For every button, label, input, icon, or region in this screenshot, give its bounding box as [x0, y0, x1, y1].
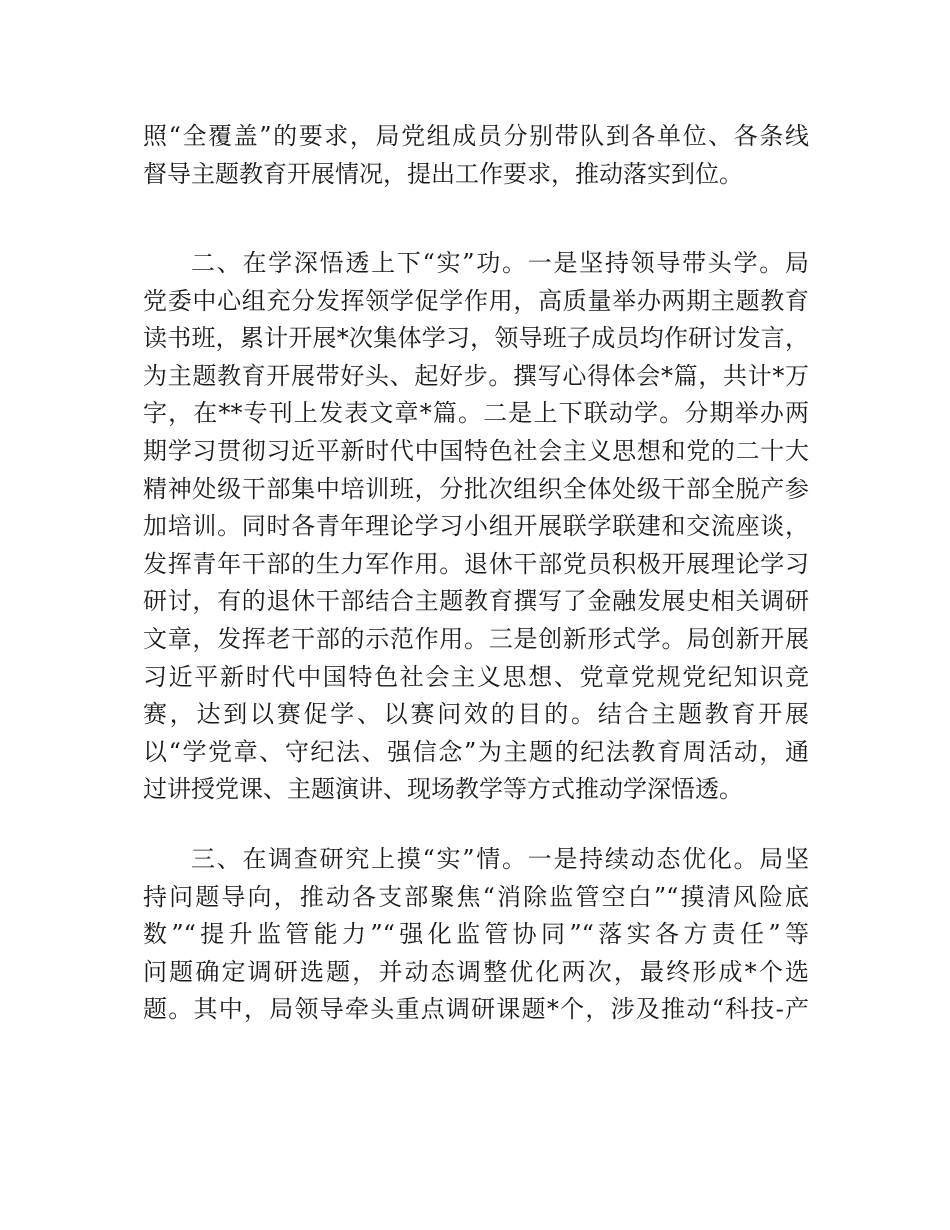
paragraph-2 [143, 245, 809, 809]
text-line: 赛，达到以赛促学、以赛问效的目的。结合主题教育开展 [143, 700, 809, 729]
text-line: 持问题导向，推动各支部聚焦“消除监管空白”“摸清风险底 [143, 882, 809, 911]
text-line: 精神处级干部集中培训班，分批次组织全体处级干部全脱产参 [143, 474, 809, 503]
text-line: 党委中心组充分发挥领学促学作用，高质量举办两期主题教育 [143, 286, 809, 315]
text-line: 期学习贯彻习近平新时代中国特色社会主义思想和党的二十大 [143, 436, 809, 465]
text-line: 字，在**专刊上发表文章*篇。二是上下联动学。分期举办两 [143, 399, 809, 428]
paragraph-1 [143, 118, 809, 193]
text-line: 督导主题教育开展情况，提出工作要求，推动落实到位。 [143, 159, 743, 188]
text-line: 数”“提升监管能力”“强化监管协同”“落实各方责任”等 [143, 920, 809, 949]
text-line: 过讲授党课、主题演讲、现场教学等方式推动学深悟透。 [143, 775, 743, 804]
text-line: 二、在学深悟透上下“实”功。一是坚持领导带头学。局 [191, 249, 809, 277]
text-line: 问题确定调研选题，并动态调整优化两次，最终形成*个选 [143, 957, 809, 986]
text-line: 文章，发挥老干部的示范作用。三是创新形式学。局创新开展 [143, 624, 809, 653]
text-line: 加培训。同时各青年理论学习小组开展联学联建和交流座谈， [143, 512, 809, 541]
text-line: 三、在调查研究上摸“实”情。一是持续动态优化。局坚 [191, 845, 809, 873]
text-line: 照“全覆盖”的要求，局党组成员分别带队到各单位、各条线 [143, 122, 809, 150]
text-line: 读书班，累计开展*次集体学习，领导班子成员均作研讨发言， [143, 324, 809, 353]
text-line: 研讨，有的退休干部结合主题教育撰写了金融发展史相关调研 [143, 587, 809, 616]
text-line: 习近平新时代中国特色社会主义思想、党章党规党纪知识竞 [143, 662, 809, 691]
text-line: 发挥青年干部的生力军作用。退休干部党员积极开展理论学习 [143, 549, 809, 578]
text-line: 以“学党章、守纪法、强信念”为主题的纪法教育周活动，通 [143, 737, 809, 766]
text-line: 为主题教育开展带好头、起好步。撰写心得体会*篇，共计*万 [143, 361, 809, 390]
paragraph-3 [143, 841, 809, 1029]
text-line: 题。其中，局领导牵头重点调研课题*个，涉及推动“科技-产 [143, 995, 809, 1024]
